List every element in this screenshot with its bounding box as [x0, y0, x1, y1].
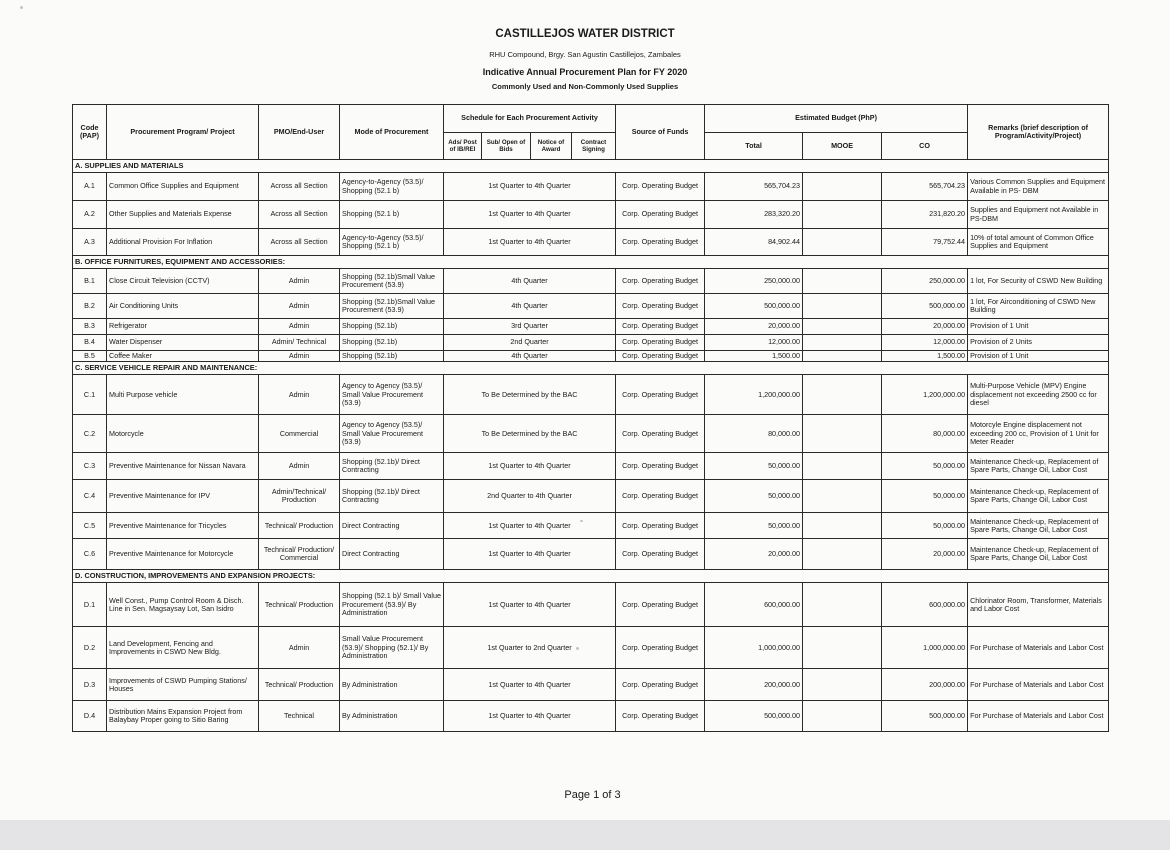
total-cell: 84,902.44: [705, 229, 803, 256]
pmo-cell: Admin: [259, 269, 340, 294]
code-cell: A.1: [73, 173, 107, 201]
source-cell: Corp. Operating Budget: [616, 375, 705, 415]
mode-cell: Agency-to-Agency (53.5)/ Shopping (52.1 b): [340, 173, 444, 201]
scanner-margin: [0, 820, 1170, 850]
program-cell: Close Circuit Television (CCTV): [107, 269, 259, 294]
schedule-cell: 1st Quarter to 4th Quarter: [444, 701, 616, 732]
total-cell: 1,200,000.00: [705, 375, 803, 415]
source-cell: Corp. Operating Budget: [616, 415, 705, 453]
code-cell: D.3: [73, 669, 107, 701]
program-cell: Water Dispenser: [107, 335, 259, 351]
col-header-pmo: PMO/End-User: [259, 105, 340, 160]
mode-cell: Shopping (52.1b)Small Value Procurement (53.9): [340, 269, 444, 294]
section-header-row: [73, 256, 1109, 269]
mode-cell: Shopping (52.1b): [340, 351, 444, 362]
code-cell: B.5: [73, 351, 107, 362]
remarks-cell: For Purchase of Materials and Labor Cost: [968, 701, 1109, 732]
schedule-cell: 1st Quarter to 4th Quarter: [444, 453, 616, 480]
co-cell: 250,000.00: [882, 269, 968, 294]
schedule-cell: 2nd Quarter to 4th Quarter: [444, 480, 616, 513]
pmo-cell: Admin: [259, 351, 340, 362]
program-cell: Well Const., Pump Control Room & Disch. Line in Sen. Magsaysay Lot, San Isidro: [107, 583, 259, 627]
mooe-cell: [803, 583, 882, 627]
code-cell: C.5: [73, 513, 107, 539]
table-body: [73, 160, 1109, 732]
schedule-cell: 4th Quarter: [444, 351, 616, 362]
code-cell: D.1: [73, 583, 107, 627]
pmo-cell: Technical/ Production/ Commercial: [259, 539, 340, 570]
section-title: D. CONSTRUCTION, IMPROVEMENTS AND EXPANSION PROJECTS:: [73, 570, 1109, 583]
office-address: RHU Compound, Brgy. San Agustin Castillejos, Zambales: [489, 50, 681, 59]
total-cell: 12,000.00: [705, 335, 803, 351]
table-row: [73, 201, 1109, 229]
program-cell: Other Supplies and Materials Expense: [107, 201, 259, 229]
total-cell: 50,000.00: [705, 480, 803, 513]
total-cell: 283,320.20: [705, 201, 803, 229]
co-cell: 565,704.23: [882, 173, 968, 201]
source-cell: Corp. Operating Budget: [616, 201, 705, 229]
program-cell: Motorcycle: [107, 415, 259, 453]
mode-cell: Shopping (52.1 b): [340, 201, 444, 229]
code-cell: D.2: [73, 627, 107, 669]
mode-cell: Agency to Agency (53.5)/ Small Value Procurement (53.9): [340, 375, 444, 415]
pmo-cell: Technical/ Production: [259, 513, 340, 539]
pmo-cell: Across all Section: [259, 201, 340, 229]
col-header-notice: Notice of Award: [531, 133, 572, 160]
col-header-remarks: Remarks (brief description of Program/Activity/Project): [968, 105, 1109, 160]
pmo-cell: Across all Section: [259, 173, 340, 201]
code-cell: C.2: [73, 415, 107, 453]
source-cell: Corp. Operating Budget: [616, 627, 705, 669]
section-title: A. SUPPLIES AND MATERIALS: [73, 160, 1109, 173]
mooe-cell: [803, 415, 882, 453]
total-cell: 565,704.23: [705, 173, 803, 201]
document-title: CASTILLEJOS WATER DISTRICT: [495, 28, 675, 40]
mooe-cell: [803, 627, 882, 669]
col-header-ads-post: Ads/ Post of IB/REI: [444, 133, 482, 160]
schedule-cell: 1st Quarter to 4th Quarter: [444, 583, 616, 627]
table-row: [73, 701, 1109, 732]
total-cell: 20,000.00: [705, 319, 803, 335]
co-cell: 20,000.00: [882, 319, 968, 335]
table-row: [73, 539, 1109, 570]
code-cell: C.3: [73, 453, 107, 480]
section-header-row: [73, 570, 1109, 583]
source-cell: Corp. Operating Budget: [616, 173, 705, 201]
remarks-cell: Chlorinator Room, Transformer, Materials and Labor Cost: [968, 583, 1109, 627]
schedule-cell: 4th Quarter: [444, 269, 616, 294]
remarks-cell: Maintenance Check-up, Replacement of Spare Parts, Change Oil, Labor Cost: [968, 513, 1109, 539]
program-cell: Coffee Maker: [107, 351, 259, 362]
table-row: [73, 319, 1109, 335]
code-cell: C.6: [73, 539, 107, 570]
pmo-cell: Admin/ Technical: [259, 335, 340, 351]
table-row: [73, 453, 1109, 480]
section-header-row: [73, 362, 1109, 375]
mode-cell: By Administration: [340, 669, 444, 701]
plan-title: Indicative Annual Procurement Plan for FY 2020: [482, 67, 688, 77]
mooe-cell: [803, 669, 882, 701]
col-header-sub-open: Sub/ Open of Bids: [482, 133, 531, 160]
pmo-cell: Admin: [259, 375, 340, 415]
schedule-cell: 1st Quarter to 2nd Quarter: [444, 627, 616, 669]
mode-cell: Shopping (52.1b)Small Value Procurement (53.9): [340, 294, 444, 319]
table-row: [73, 335, 1109, 351]
source-cell: Corp. Operating Budget: [616, 701, 705, 732]
mode-cell: Agency-to-Agency (53.5)/ Shopping (52.1 b): [340, 229, 444, 256]
col-header-source: Source of Funds: [616, 105, 705, 160]
co-cell: 50,000.00: [882, 513, 968, 539]
col-header-total: Total: [705, 133, 803, 160]
code-cell: B.1: [73, 269, 107, 294]
section-title: C. SERVICE VEHICLE REPAIR AND MAINTENANCE:: [73, 362, 1109, 375]
program-cell: Preventive Maintenance for Motorcycle: [107, 539, 259, 570]
pmo-cell: Admin: [259, 319, 340, 335]
table-row: [73, 583, 1109, 627]
remarks-cell: Motorcyle Engine displacement not exceeding 200 cc, Provision of 1 Unit for Meter Reader: [968, 415, 1109, 453]
table-row: [73, 229, 1109, 256]
source-cell: Corp. Operating Budget: [616, 269, 705, 294]
mooe-cell: [803, 269, 882, 294]
pmo-cell: Admin: [259, 627, 340, 669]
mooe-cell: [803, 539, 882, 570]
mode-cell: Shopping (52.1b)/ Direct Contracting: [340, 453, 444, 480]
scan-speck: [580, 520, 583, 522]
schedule-cell: 1st Quarter to 4th Quarter: [444, 173, 616, 201]
source-cell: Corp. Operating Budget: [616, 319, 705, 335]
mooe-cell: [803, 701, 882, 732]
table-row: [73, 669, 1109, 701]
co-cell: 231,820.20: [882, 201, 968, 229]
page-number: Page 1 of 3: [564, 789, 621, 801]
pmo-cell: Technical: [259, 701, 340, 732]
co-cell: 50,000.00: [882, 480, 968, 513]
pmo-cell: Technical/ Production: [259, 583, 340, 627]
schedule-cell: 2nd Quarter: [444, 335, 616, 351]
total-cell: 80,000.00: [705, 415, 803, 453]
scan-speck: [20, 6, 23, 9]
source-cell: Corp. Operating Budget: [616, 480, 705, 513]
code-cell: B.2: [73, 294, 107, 319]
program-cell: Multi Purpose vehicle: [107, 375, 259, 415]
remarks-cell: For Purchase of Materials and Labor Cost: [968, 627, 1109, 669]
source-cell: Corp. Operating Budget: [616, 539, 705, 570]
pmo-cell: Admin/Technical/ Production: [259, 480, 340, 513]
mooe-cell: [803, 453, 882, 480]
total-cell: 1,000,000.00: [705, 627, 803, 669]
program-cell: Preventive Maintenance for Tricycles: [107, 513, 259, 539]
co-cell: 50,000.00: [882, 453, 968, 480]
remarks-cell: 10% of total amount of Common Office Supplies and Equipment: [968, 229, 1109, 256]
remarks-cell: Provision of 1 Unit: [968, 351, 1109, 362]
remarks-cell: Maintenance Check-up, Replacement of Spare Parts, Change Oil, Labor Cost: [968, 453, 1109, 480]
table-row: [73, 480, 1109, 513]
col-header-contract: Contract Signing: [572, 133, 616, 160]
remarks-cell: Provision of 2 Units: [968, 335, 1109, 351]
pmo-cell: Across all Section: [259, 229, 340, 256]
schedule-cell: 4th Quarter: [444, 294, 616, 319]
total-cell: 250,000.00: [705, 269, 803, 294]
program-cell: Land Development, Fencing and Improvements in CSWD New Bldg.: [107, 627, 259, 669]
code-cell: C.1: [73, 375, 107, 415]
program-cell: Refrigerator: [107, 319, 259, 335]
pmo-cell: Technical/ Production: [259, 669, 340, 701]
pmo-cell: Commercial: [259, 415, 340, 453]
mode-cell: Agency to Agency (53.5)/ Small Value Procurement (53.9): [340, 415, 444, 453]
scan-speck: [576, 647, 579, 650]
remarks-cell: 1 lot, For Security of CSWD New Building: [968, 269, 1109, 294]
mooe-cell: [803, 335, 882, 351]
program-cell: Preventive Maintenance for Nissan Navara: [107, 453, 259, 480]
co-cell: 200,000.00: [882, 669, 968, 701]
program-cell: Air Conditioning Units: [107, 294, 259, 319]
co-cell: 1,000,000.00: [882, 627, 968, 669]
co-cell: 79,752.44: [882, 229, 968, 256]
co-cell: 20,000.00: [882, 539, 968, 570]
table-row: [73, 173, 1109, 201]
section-title: B. OFFICE FURNITURES, EQUIPMENT AND ACCESSORIES:: [73, 256, 1109, 269]
remarks-cell: Maintenance Check-up, Replacement of Spare Parts, Change Oil, Labor Cost: [968, 539, 1109, 570]
col-header-co: CO: [882, 133, 968, 160]
total-cell: 50,000.00: [705, 513, 803, 539]
remarks-cell: Supplies and Equipment not Available in PS-DBM: [968, 201, 1109, 229]
mode-cell: By Administration: [340, 701, 444, 732]
col-header-mooe: MOOE: [803, 133, 882, 160]
mode-cell: Shopping (52.1b)/ Direct Contracting: [340, 480, 444, 513]
mode-cell: Shopping (52.1 b)/ Small Value Procurement (53.9)/ By Administration: [340, 583, 444, 627]
source-cell: Corp. Operating Budget: [616, 335, 705, 351]
mooe-cell: [803, 480, 882, 513]
total-cell: 50,000.00: [705, 453, 803, 480]
code-cell: B.4: [73, 335, 107, 351]
schedule-cell: To Be Determined by the BAC: [444, 375, 616, 415]
source-cell: Corp. Operating Budget: [616, 229, 705, 256]
source-cell: Corp. Operating Budget: [616, 294, 705, 319]
remarks-cell: Provision of 1 Unit: [968, 319, 1109, 335]
schedule-cell: 1st Quarter to 4th Quarter: [444, 539, 616, 570]
schedule-cell: 1st Quarter to 4th Quarter: [444, 513, 616, 539]
total-cell: 200,000.00: [705, 669, 803, 701]
table-row: [73, 415, 1109, 453]
mooe-cell: [803, 173, 882, 201]
mooe-cell: [803, 294, 882, 319]
table-row: [73, 627, 1109, 669]
co-cell: 80,000.00: [882, 415, 968, 453]
total-cell: 500,000.00: [705, 294, 803, 319]
source-cell: Corp. Operating Budget: [616, 669, 705, 701]
procurement-table: [72, 104, 1109, 732]
code-cell: B.3: [73, 319, 107, 335]
col-header-schedule: Schedule for Each Procurement Activity: [444, 105, 616, 133]
mooe-cell: [803, 513, 882, 539]
remarks-cell: Multi-Purpose Vehicle (MPV) Engine displacement not exceeding 2500 cc for diesel: [968, 375, 1109, 415]
source-cell: Corp. Operating Budget: [616, 453, 705, 480]
program-cell: Distribution Mains Expansion Project from Balaybay Proper going to Sitio Baring: [107, 701, 259, 732]
total-cell: 500,000.00: [705, 701, 803, 732]
mooe-cell: [803, 319, 882, 335]
mooe-cell: [803, 375, 882, 415]
total-cell: 600,000.00: [705, 583, 803, 627]
co-cell: 600,000.00: [882, 583, 968, 627]
source-cell: Corp. Operating Budget: [616, 513, 705, 539]
code-cell: A.3: [73, 229, 107, 256]
mooe-cell: [803, 229, 882, 256]
program-cell: Additional Provision For Inflation: [107, 229, 259, 256]
mode-cell: Shopping (52.1b): [340, 335, 444, 351]
source-cell: Corp. Operating Budget: [616, 351, 705, 362]
remarks-cell: Various Common Supplies and Equipment Available in PS- DBM: [968, 173, 1109, 201]
mode-cell: Shopping (52.1b): [340, 319, 444, 335]
col-header-code: Code (PAP): [73, 105, 107, 160]
plan-subtitle: Commonly Used and Non-Commonly Used Supplies: [491, 82, 679, 91]
co-cell: 500,000.00: [882, 701, 968, 732]
code-cell: C.4: [73, 480, 107, 513]
mode-cell: Direct Contracting: [340, 513, 444, 539]
col-header-program: Procurement Program/ Project: [107, 105, 259, 160]
mode-cell: Direct Contracting: [340, 539, 444, 570]
source-cell: Corp. Operating Budget: [616, 583, 705, 627]
schedule-cell: 1st Quarter to 4th Quarter: [444, 669, 616, 701]
code-cell: D.4: [73, 701, 107, 732]
table-row: [73, 294, 1109, 319]
remarks-cell: 1 lot, For Airconditioning of CSWD New Building: [968, 294, 1109, 319]
schedule-cell: 1st Quarter to 4th Quarter: [444, 201, 616, 229]
program-cell: Improvements of CSWD Pumping Stations/ Houses: [107, 669, 259, 701]
schedule-cell: 3rd Quarter: [444, 319, 616, 335]
col-header-mode: Mode of Procurement: [340, 105, 444, 160]
code-cell: A.2: [73, 201, 107, 229]
mode-cell: Small Value Procurement (53.9)/ Shopping (52.1)/ By Administration: [340, 627, 444, 669]
total-cell: 20,000.00: [705, 539, 803, 570]
table-row: [73, 269, 1109, 294]
schedule-cell: 1st Quarter to 4th Quarter: [444, 229, 616, 256]
mooe-cell: [803, 351, 882, 362]
co-cell: 1,200,000.00: [882, 375, 968, 415]
remarks-cell: Maintenance Check-up, Replacement of Spare Parts, Change Oil, Labor Cost: [968, 480, 1109, 513]
table-row: [73, 351, 1109, 362]
co-cell: 1,500.00: [882, 351, 968, 362]
pmo-cell: Admin: [259, 453, 340, 480]
col-header-budget: Estimated Budget (PhP): [705, 105, 968, 133]
table-row: [73, 513, 1109, 539]
co-cell: 12,000.00: [882, 335, 968, 351]
total-cell: 1,500.00: [705, 351, 803, 362]
section-header-row: [73, 160, 1109, 173]
schedule-cell: To Be Determined by the BAC: [444, 415, 616, 453]
mooe-cell: [803, 201, 882, 229]
co-cell: 500,000.00: [882, 294, 968, 319]
table-row: [73, 375, 1109, 415]
remarks-cell: For Purchase of Materials and Labor Cost: [968, 669, 1109, 701]
program-cell: Common Office Supplies and Equipment: [107, 173, 259, 201]
program-cell: Preventive Maintenance for IPV: [107, 480, 259, 513]
pmo-cell: Admin: [259, 294, 340, 319]
